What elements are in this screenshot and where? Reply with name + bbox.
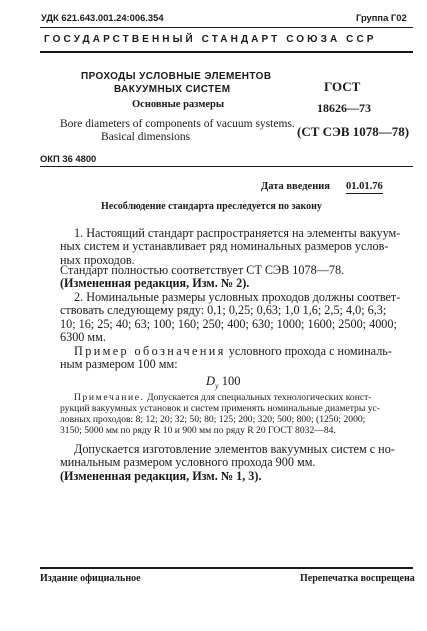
title-ru-line2: ВАКУУМНЫХ СИСТЕМ	[114, 84, 231, 95]
header-rule-bottom	[40, 51, 413, 53]
title-en-line2: Basical dimensions	[101, 131, 191, 143]
footer-reprint-notice: Перепечатка воспрещена	[300, 573, 415, 584]
gost-label: ГОСТ	[324, 79, 361, 94]
okp-code: ОКП 36 4800	[40, 153, 97, 164]
header-rule-top	[40, 27, 413, 28]
note-label: Примечание.	[74, 392, 145, 403]
paragraph-2-line1: 2. Номинальные размеры условных проходов должны соответ-	[74, 290, 401, 304]
designation-value: 100	[218, 374, 241, 388]
designation-subscript: у	[215, 381, 219, 391]
paragraph-1-line1: 1. Настоящий стандарт распространяется на элементы вакуум-	[74, 226, 401, 240]
note-line1	[60, 392, 409, 403]
paragraph-2-line4: 6300 мм.	[60, 330, 106, 345]
revision-note-2: (Измененная редакция, Изм. № 2).	[60, 276, 250, 290]
example-rest: условного прохода с номиналь-	[225, 344, 392, 358]
paragraph-1	[60, 227, 409, 267]
title-en-line1: Bore diameters of components of vacuum systems.	[60, 118, 295, 130]
designation-symbol: D	[206, 374, 216, 388]
paragraph-3-line2: минальным размером условного прохода 900 мм.	[60, 455, 316, 470]
conformity-statement: Стандарт полностью соответствует СТ СЭВ 1078—78.	[60, 263, 345, 277]
designation-example	[206, 374, 240, 391]
effective-date-value: 01.01.76	[346, 181, 383, 192]
note-line3: ловных проходов: 8; 12; 20; 32; 50; 80; 125; 200; 320; 500; 800; (1250; 2000;	[60, 414, 366, 425]
paragraph-1-line2: ных систем и устанавливает ряд номинальных размеров услов-	[60, 239, 389, 254]
paragraph-2	[60, 291, 409, 345]
note-line2: рукций вакуумных установок и систем применять номинальные диаметры ус-	[60, 403, 380, 414]
example-line2: ным размером 100 мм:	[60, 357, 178, 372]
title-ru-subtitle: Основные размеры	[132, 99, 225, 110]
gost-number: 18626—73	[317, 101, 371, 115]
paragraph-2-line2: ствовать следующему ряду: 0,1; 0,25; 0,63; 1,0 1,6; 2,5; 4,0; 6,3;	[60, 303, 387, 318]
paragraph-3-line1: Допускается изготовление элементов вакуумных систем с но-	[74, 442, 395, 456]
example-paragraph	[60, 345, 409, 372]
title-ru-line1: ПРОХОДЫ УСЛОВНЫЕ ЭЛЕМЕНТОВ	[81, 71, 272, 82]
revision-note-1-3: (Измененная редакция, Изм. № 1, 3).	[60, 469, 262, 483]
paragraph-2-line3: 10; 16; 25; 40; 63; 100; 160; 250; 400; 630; 1000; 1600; 2500; 4000;	[60, 316, 397, 331]
footer-rule	[40, 567, 413, 569]
note-line1-rest: Допускается для специальных технологических конст-	[144, 392, 372, 403]
legal-warning: Несоблюдение стандарта преследуется по закону	[101, 201, 322, 212]
effective-date-label: Дата введения	[261, 181, 330, 192]
note-paragraph	[60, 392, 409, 436]
paragraph-1-line3: ных проходов.	[60, 252, 135, 267]
udk-code: УДК 621.643.001.24:006.354	[41, 12, 164, 23]
title-rule	[40, 166, 413, 167]
group-code: Группа Г02	[356, 12, 407, 23]
example-line1	[60, 345, 409, 358]
paragraph-3	[60, 443, 409, 470]
example-spaced: Пример обозначения	[74, 344, 226, 358]
authority-title: ГОСУДАРСТВЕННЫЙ СТАНДАРТ СОЮЗА ССР	[44, 34, 377, 45]
note-line4: 3150; 5000 мм по ряду R 10 и 900 мм по ряду R 20 ГОСТ 8032—84.	[60, 425, 336, 436]
sev-number: (СТ СЭВ 1078—78)	[297, 124, 410, 139]
footer-official-edition: Издание официальное	[40, 573, 141, 584]
